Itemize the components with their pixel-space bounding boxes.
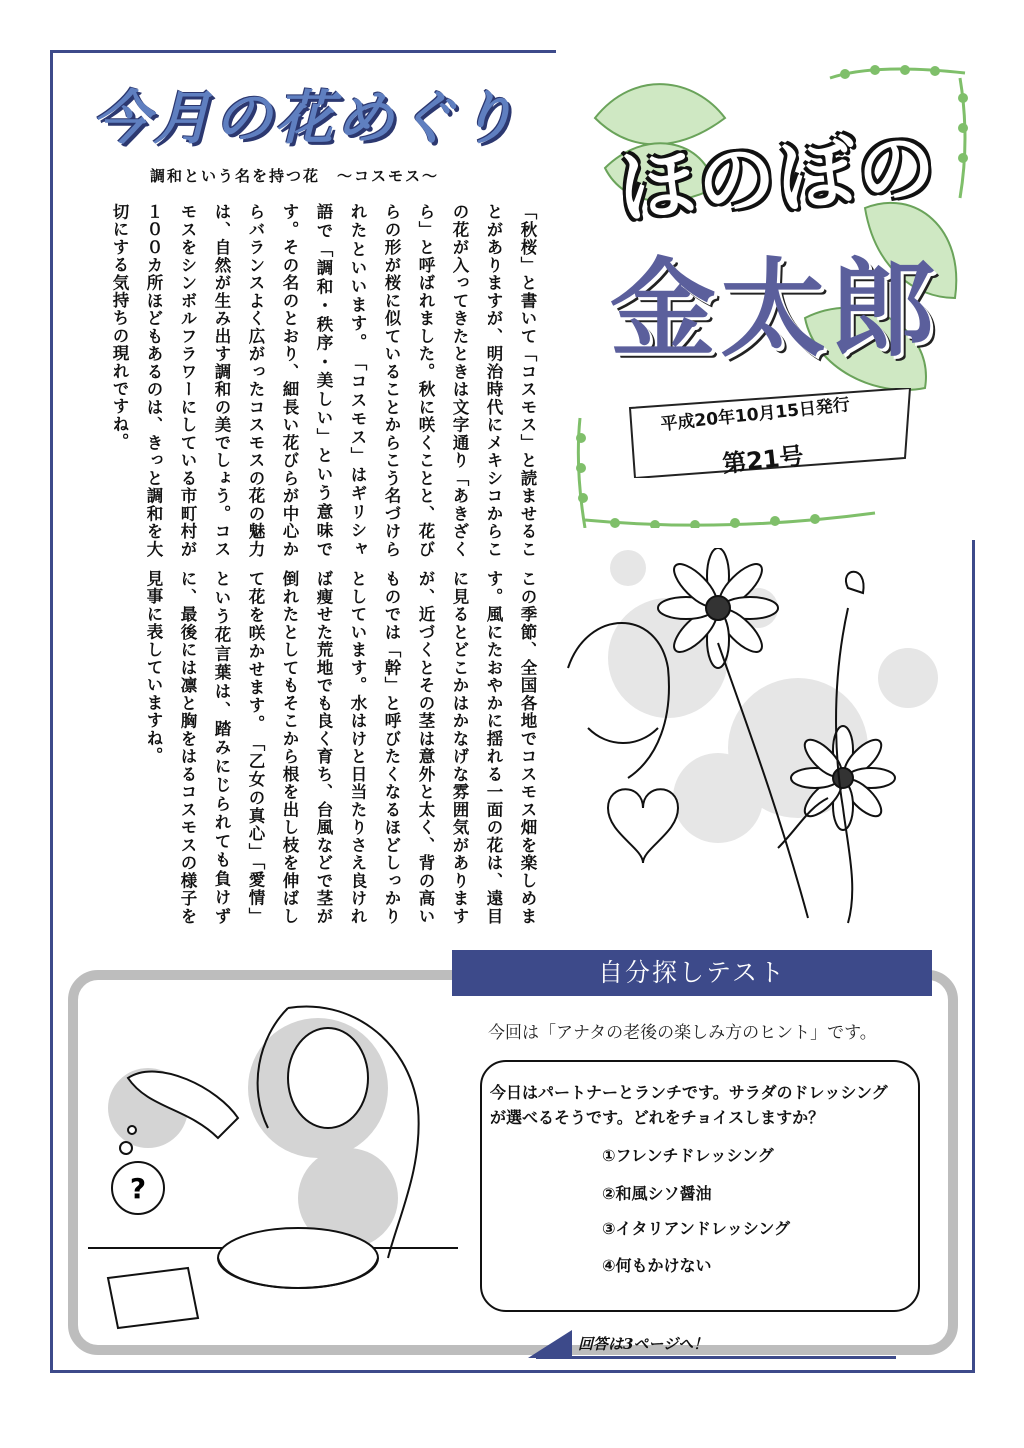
frame-left-line — [50, 50, 53, 1373]
corner-triangle-icon — [528, 1330, 572, 1358]
answer-underline — [536, 1356, 896, 1359]
option-2: ②和風シソ醤油 — [602, 1184, 712, 1203]
feature-title: 今月の花めぐり — [92, 84, 520, 152]
question-line-2: が選べるそうです。どれをチョイスしますか？ — [490, 1108, 825, 1127]
article-body-upper: 「秋桜」と書いて「コスモス」と読ませることがありますが、明治時代にメキシコからこの花が入ってきたときは文字通り「あきざくら」と呼ばれました。秋に咲くことと、花びらの形が桜に似ていることからこう名づけられたといいます。 「コスモス」はギリシャ語で「調和・秩序・美しい」という意味です。その名のとおり、細長い花びらが中心からバランスよく広がったコスモスの花の魅力は、自然が生み出す調和の美でしょう。コスモスをシンボルフラワーにしている市町村が１００カ所ほどもあるのは、きっと調和を大切にする気持ちの現れですね。 — [110, 203, 537, 558]
question-line-1: 今日はパートナーとランチです。サラダのドレッシング — [490, 1083, 888, 1102]
cosmos-illustration — [548, 548, 968, 928]
answer-note: 回答は3ページへ！ — [578, 1335, 709, 1353]
frame-bottom-line — [50, 1370, 975, 1373]
option-4: ④何もかけない — [602, 1256, 712, 1275]
option-1: ①フレンチドレッシング — [602, 1146, 774, 1165]
feature-subtitle: 調和という名を持つ花 ～コスモス～ — [150, 167, 440, 185]
masthead-name-line2: 金太郎 — [610, 248, 940, 371]
heart-icon — [608, 789, 678, 863]
frame-right-line — [972, 540, 975, 1373]
test-intro: 今回は「アナタの老後の楽しみ方のヒント」です。 — [488, 1023, 877, 1043]
masthead-name-line1: ほのぼの — [614, 122, 941, 235]
frame-top-line — [50, 50, 556, 53]
napkin-icon — [108, 1268, 198, 1328]
option-3: ③イタリアンドレッシング — [602, 1219, 791, 1238]
issue-date: 平成20年10月15日発行 — [659, 395, 851, 435]
woman-salad-illustration — [88, 998, 458, 1338]
test-header: 自分探しテスト — [452, 950, 932, 996]
issue-number: 第21号 — [721, 441, 805, 479]
question-text — [490, 1080, 920, 1130]
article-body-lower: この季節、全国各地でコスモス畑を楽しめます。風にたおやかに揺れる一面の花は、遠目に見るとどこかはかなげな雰囲気がありますが、近づくとその茎は意外と太く、背の高いものでは「幹」と呼びたくなるほどしっかりとしています。水はけと日当たりさえ良ければ痩せた荒地でも良く育ち、台風などで茎が倒れたとしてもそこから根を出し枝を伸ばして花を咲かせます。 「乙女の真心」「愛情」という花言葉は、踏みにじられても負けずに、最後には凛と胸をはるコスモスの様子を見事に表していますね。 — [144, 570, 537, 925]
svg-text:?: ? — [129, 1172, 147, 1205]
